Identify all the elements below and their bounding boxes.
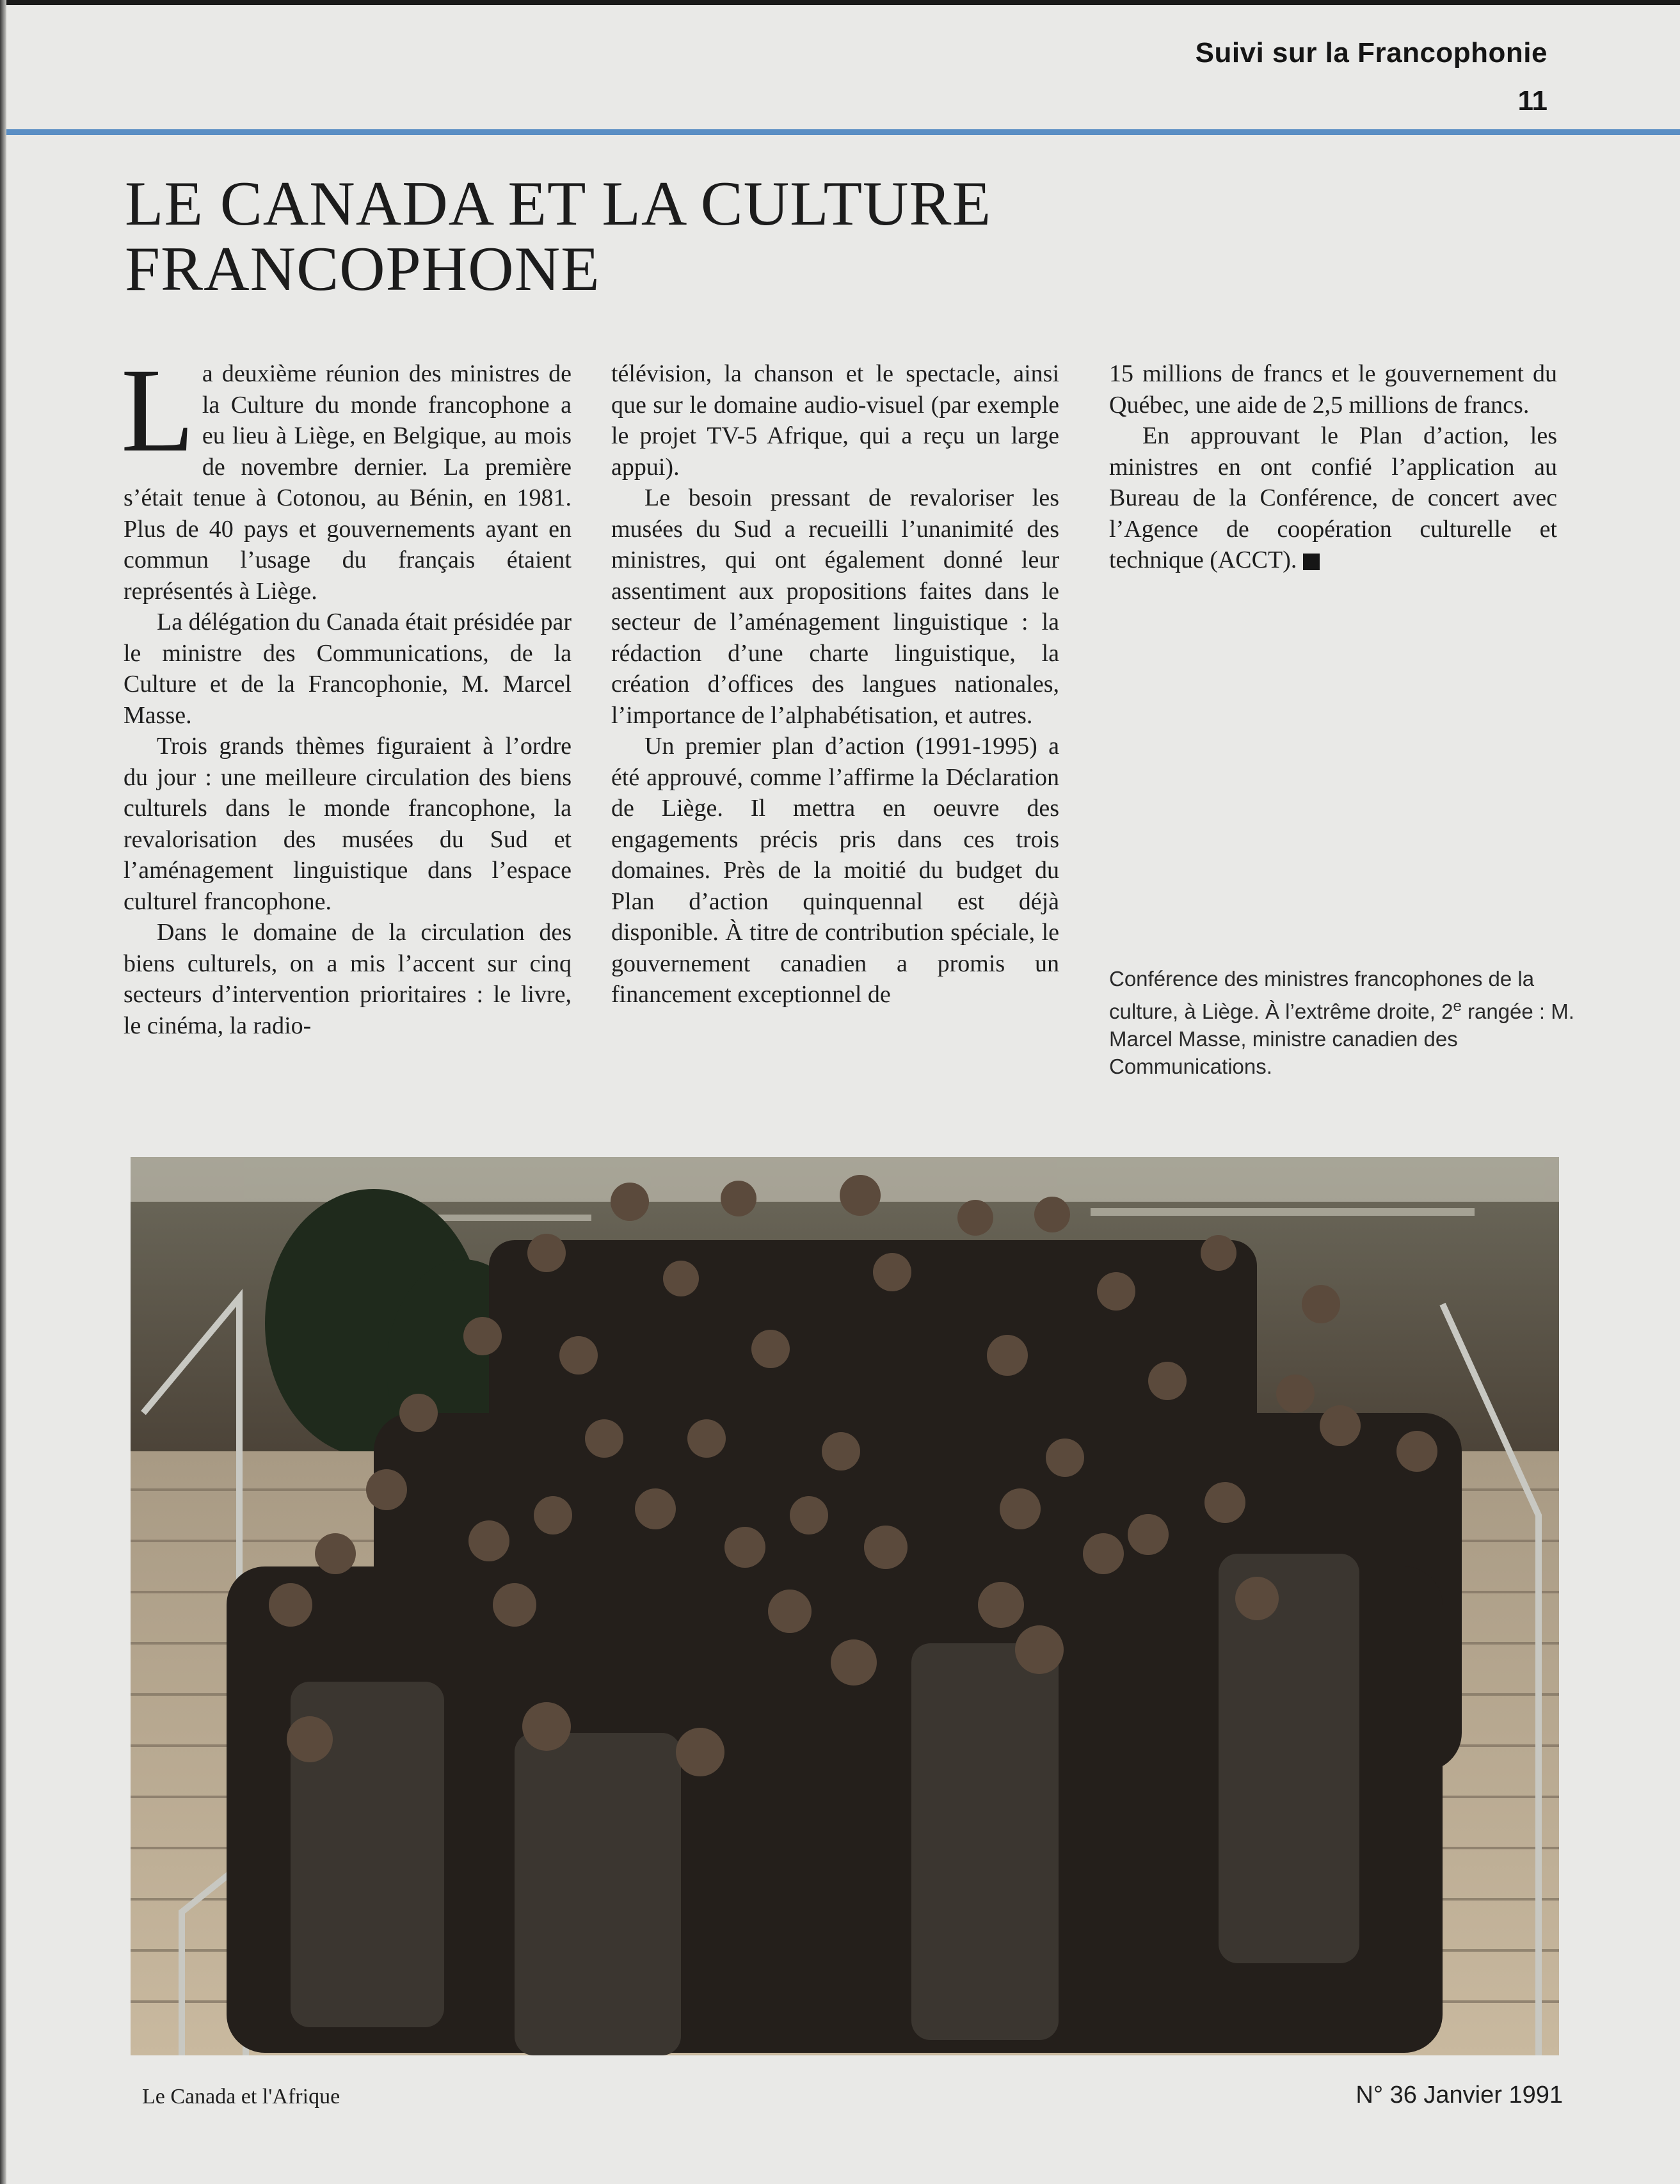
group-photo <box>131 1157 1559 2055</box>
paragraph <box>1109 420 1557 576</box>
article-column-3 <box>1109 358 1557 576</box>
caption-text-2: rangée : M. Marcel Masse, ministre canadien des Communications. <box>1109 1000 1574 1078</box>
caption-superscript: e <box>1453 998 1462 1015</box>
top-edge <box>0 0 1680 5</box>
end-mark-icon <box>1303 554 1320 570</box>
paragraph: télévision, la chanson et le spectacle, ainsi que sur le domaine audio-visuel (par exemple le projet TV-5 Afrique, qui a reçu un large appui). <box>611 360 1059 481</box>
paragraph <box>121 343 572 607</box>
paragraph: 15 millions de francs et le gouvernement du Québec, une aide de 2,5 millions de francs. <box>1109 360 1557 418</box>
group-photo-illustration <box>131 1157 1559 2055</box>
drop-cap: L <box>121 343 195 477</box>
header-rule <box>6 129 1680 135</box>
section-title: Suivi sur la Francophonie <box>1195 37 1548 68</box>
page-binding-edge <box>0 0 6 2184</box>
paragraph: La délégation du Canada était présidée par le ministre des Communications, de la Culture et de la Francophonie, M. Marcel Masse. <box>124 609 572 729</box>
article-headline <box>125 171 1085 302</box>
paragraph: Trois grands thèmes figuraient à l’ordre du jour : une meilleure circulation des biens culturels dans le monde francophone, la revalorisation des musées du Sud et l’aménagement linguistique dans l’espace culturel francophone. <box>124 733 572 915</box>
issue-info: N° 36 Janvier 1991 <box>1356 2082 1563 2108</box>
paragraph-text: En approuvant le Plan d’action, les ministres en ont confié l’application au Bureau de la Conférence, de concert avec l’Agence de coopération culturelle et technique (ACCT). <box>1109 422 1557 573</box>
headline-line-1: LE CANADA ET LA CULTURE <box>125 169 992 239</box>
paragraph: Le besoin pressant de revaloriser les musées du Sud a recueilli l’unanimité des ministres, qui ont également donné leur assentiment aux propositions faites dans le secteur de l’aménagement linguistique : la rédaction d’une charte linguistique, la création d’offices des langues nationales, l’importance de l’alphabétisation, et autres. <box>611 484 1059 729</box>
photo-caption <box>1109 965 1596 1080</box>
publication-name: Le Canada et l'Afrique <box>142 2085 340 2108</box>
article-column-2 <box>611 358 1059 1010</box>
caption-text-1: Conférence des ministres francophones de la culture, à Liège. À l’extrême droite, 2 <box>1109 967 1535 1023</box>
paragraph: Un premier plan d’action (1991-1995) a été approuvé, comme l’affirme la Déclaration de Liège. Il mettra en oeuvre des engagements précis pris dans ces trois domaines. Près de la moitié du budget du Plan d’action quinquennal est déjà disponible. À titre de contribution spéciale, le gouvernement canadien a promis un financement exceptionnel de <box>611 733 1059 1008</box>
article-column-1 <box>121 343 572 1041</box>
headline-line-2: FRANCOPHONE <box>125 234 600 304</box>
paragraph-text: a deuxième réunion des ministres de la Culture du monde francophone a eu lieu à Liège, en Belgique, au mois de novembre dernier. La première s’était tenue à Cotonou, au Bénin, en 1981. Plus de 40 pays et gouvernements ayant en commun l’usage du français étaient représentés à Liège. <box>124 360 572 605</box>
page-number: 11 <box>1517 85 1548 116</box>
paragraph: Dans le domaine de la circulation des biens culturels, on a mis l’accent sur cinq secteurs d’intervention prioritaires : le livre, le cinéma, la radio- <box>124 919 572 1039</box>
